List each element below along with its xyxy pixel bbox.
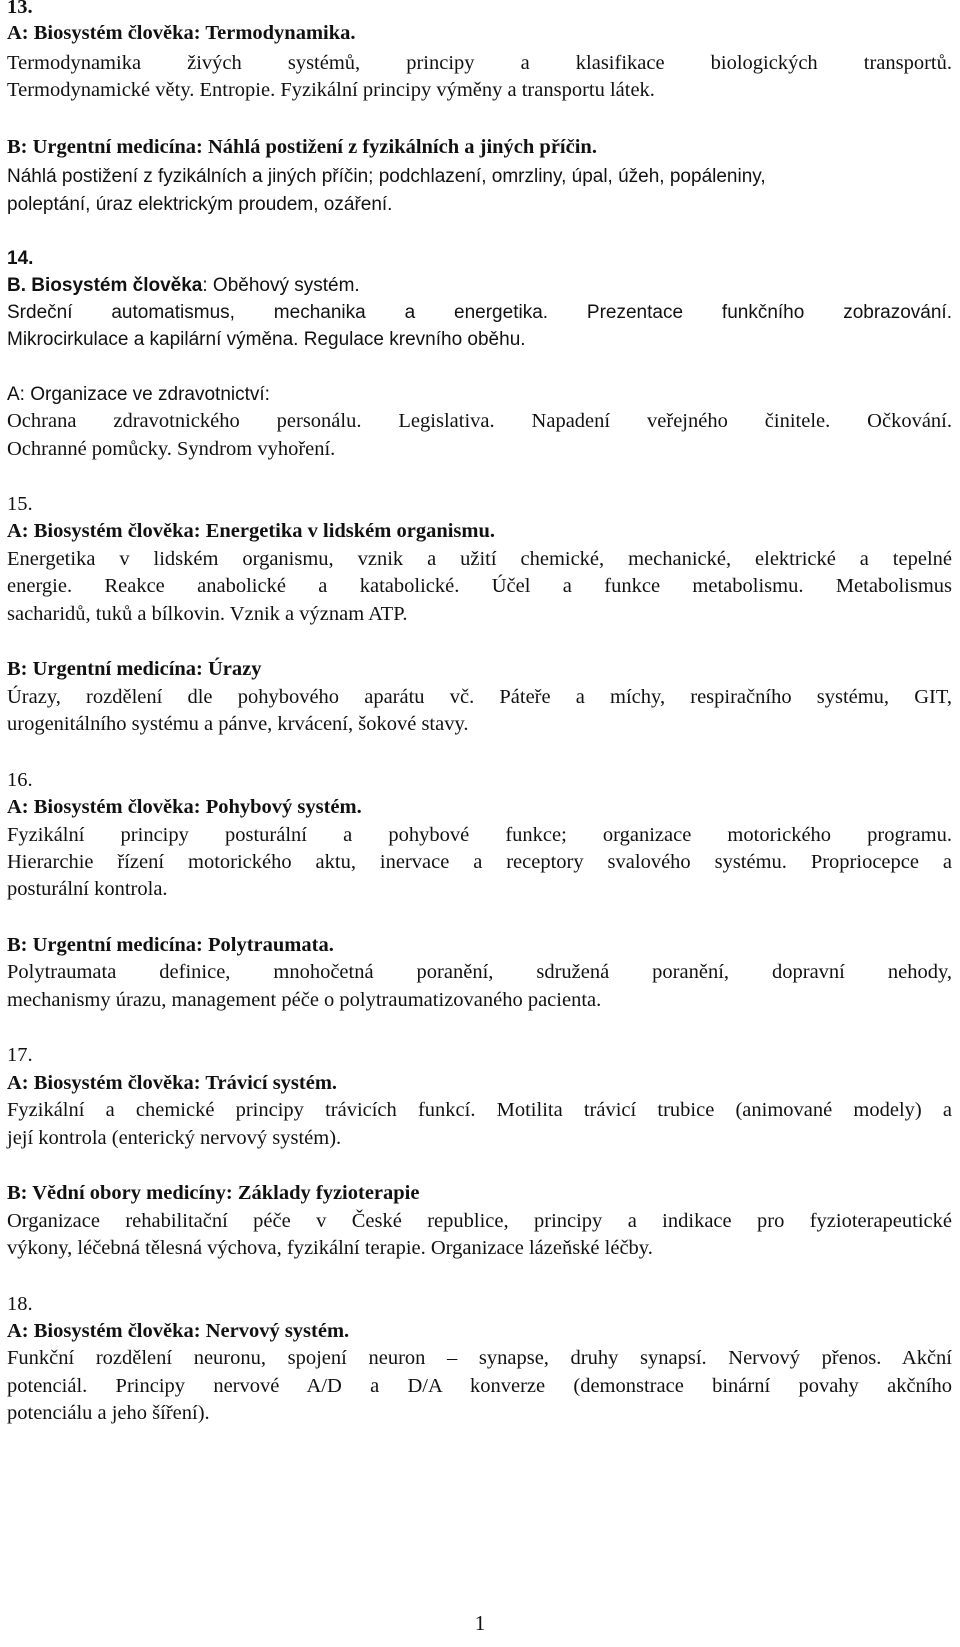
section-number: 17. [7,1044,33,1066]
body-line: Polytraumata definice, mnohočetná poranění, sdružená poranění, dopravní nehody, [7,961,952,983]
section-number: 13. [7,0,33,18]
body-line: posturální kontrola. [7,878,168,900]
body-line: Mikrocirkulace a kapilární výměna. Regulace krevního oběhu. [7,329,526,350]
section-heading: A: Biosystém člověka: Energetika v lidském organismu. [7,520,495,542]
section-number: 16. [7,769,33,791]
section-heading: A: Biosystém člověka: Termodynamika. [7,22,356,44]
section-heading: B: Vědní obory medicíny: Základy fyzioterapie [7,1182,420,1204]
section-heading: A: Biosystém člověka: Nervový systém. [7,1320,350,1342]
heading-bold-part: B. Biosystém člověka [7,275,203,296]
heading-rest-part: : Oběhový systém. [202,275,360,296]
section-heading: A: Biosystém člověka: Trávicí systém. [7,1072,338,1094]
body-line: její kontrola (enterický nervový systém). [7,1127,342,1149]
section-heading [7,272,952,299]
section-heading: A: Organizace ve zdravotnictví: [7,384,270,405]
body-line: mechanismy úrazu, management péče o polytraumatizovaného pacienta. [7,989,602,1011]
body-line: energie. Reakce anabolické a katabolické. Účel a funkce metabolismu. Metabolismus [7,575,952,597]
body-line: urogenitálního systému a pánve, krvácení, šokové stavy. [7,713,469,735]
body-line: Srdeční automatismus, mechanika a energetika. Prezentace funkčního zobrazování. [7,302,952,323]
section-number: 15. [7,493,33,515]
body-line: potenciál. Principy nervové A/D a D/A konverze (demonstrace binární povahy akčního [7,1375,952,1397]
section-number: 14. [7,248,34,269]
body-line: Hierarchie řízení motorického aktu, inervace a receptory svalového systému. Propriocepce a [7,851,952,873]
section-heading: A: Biosystém člověka: Pohybový systém. [7,796,362,818]
section-heading: B: Urgentní medicína: Polytraumata. [7,934,334,956]
body-line: Ochrana zdravotnického personálu. Legislativa. Napadení veřejného činitele. Očkování. [7,410,952,432]
body-line: potenciálu a jeho šíření). [7,1402,210,1424]
body-line: Termodynamika živých systémů, principy a klasifikace biologických transportů. [7,52,952,74]
body-line: Úrazy, rozdělení dle pohybového aparátu vč. Páteře a míchy, respiračního systému, GIT, [7,686,952,708]
body-line: poleptání, úraz elektrickým proudem, ozáření. [7,194,393,215]
body-line: Fyzikální a chemické principy trávicích funkcí. Motilita trávicí trubice (animované modely) a [7,1099,952,1121]
body-line: Organizace rehabilitační péče v České republice, principy a indikace pro fyzioterapeutické [7,1210,952,1232]
body-line: výkony, léčebná tělesná výchova, fyzikální terapie. Organizace lázeňské léčby. [7,1237,653,1259]
body-line: Náhlá postižení z fyzikálních a jiných příčin; podchlazení, omrzliny, úpal, úžeh, popáleniny, [7,166,766,187]
body-line: sacharidů, tuků a bílkovin. Vznik a význam ATP. [7,603,408,625]
section-heading: B: Urgentní medicína: Úrazy [7,658,262,680]
body-line: Energetika v lidském organismu, vznik a užití chemické, mechanické, elektrické a tepelné [7,548,952,570]
page-number: 1 [474,1611,486,1635]
section-heading: B: Urgentní medicína: Náhlá postižení z fyzikálních a jiných příčin. [7,136,597,158]
body-line: Ochranné pomůcky. Syndrom vyhoření. [7,438,336,460]
body-line: Funkční rozdělení neuronu, spojení neuron – synapse, druhy synapsí. Nervový přenos. Akční [7,1347,952,1369]
body-line: Fyzikální principy posturální a pohybové funkce; organizace motorického programu. [7,824,952,846]
section-number: 18. [7,1293,33,1315]
body-line: Termodynamické věty. Entropie. Fyzikální principy výměny a transportu látek. [7,79,655,101]
